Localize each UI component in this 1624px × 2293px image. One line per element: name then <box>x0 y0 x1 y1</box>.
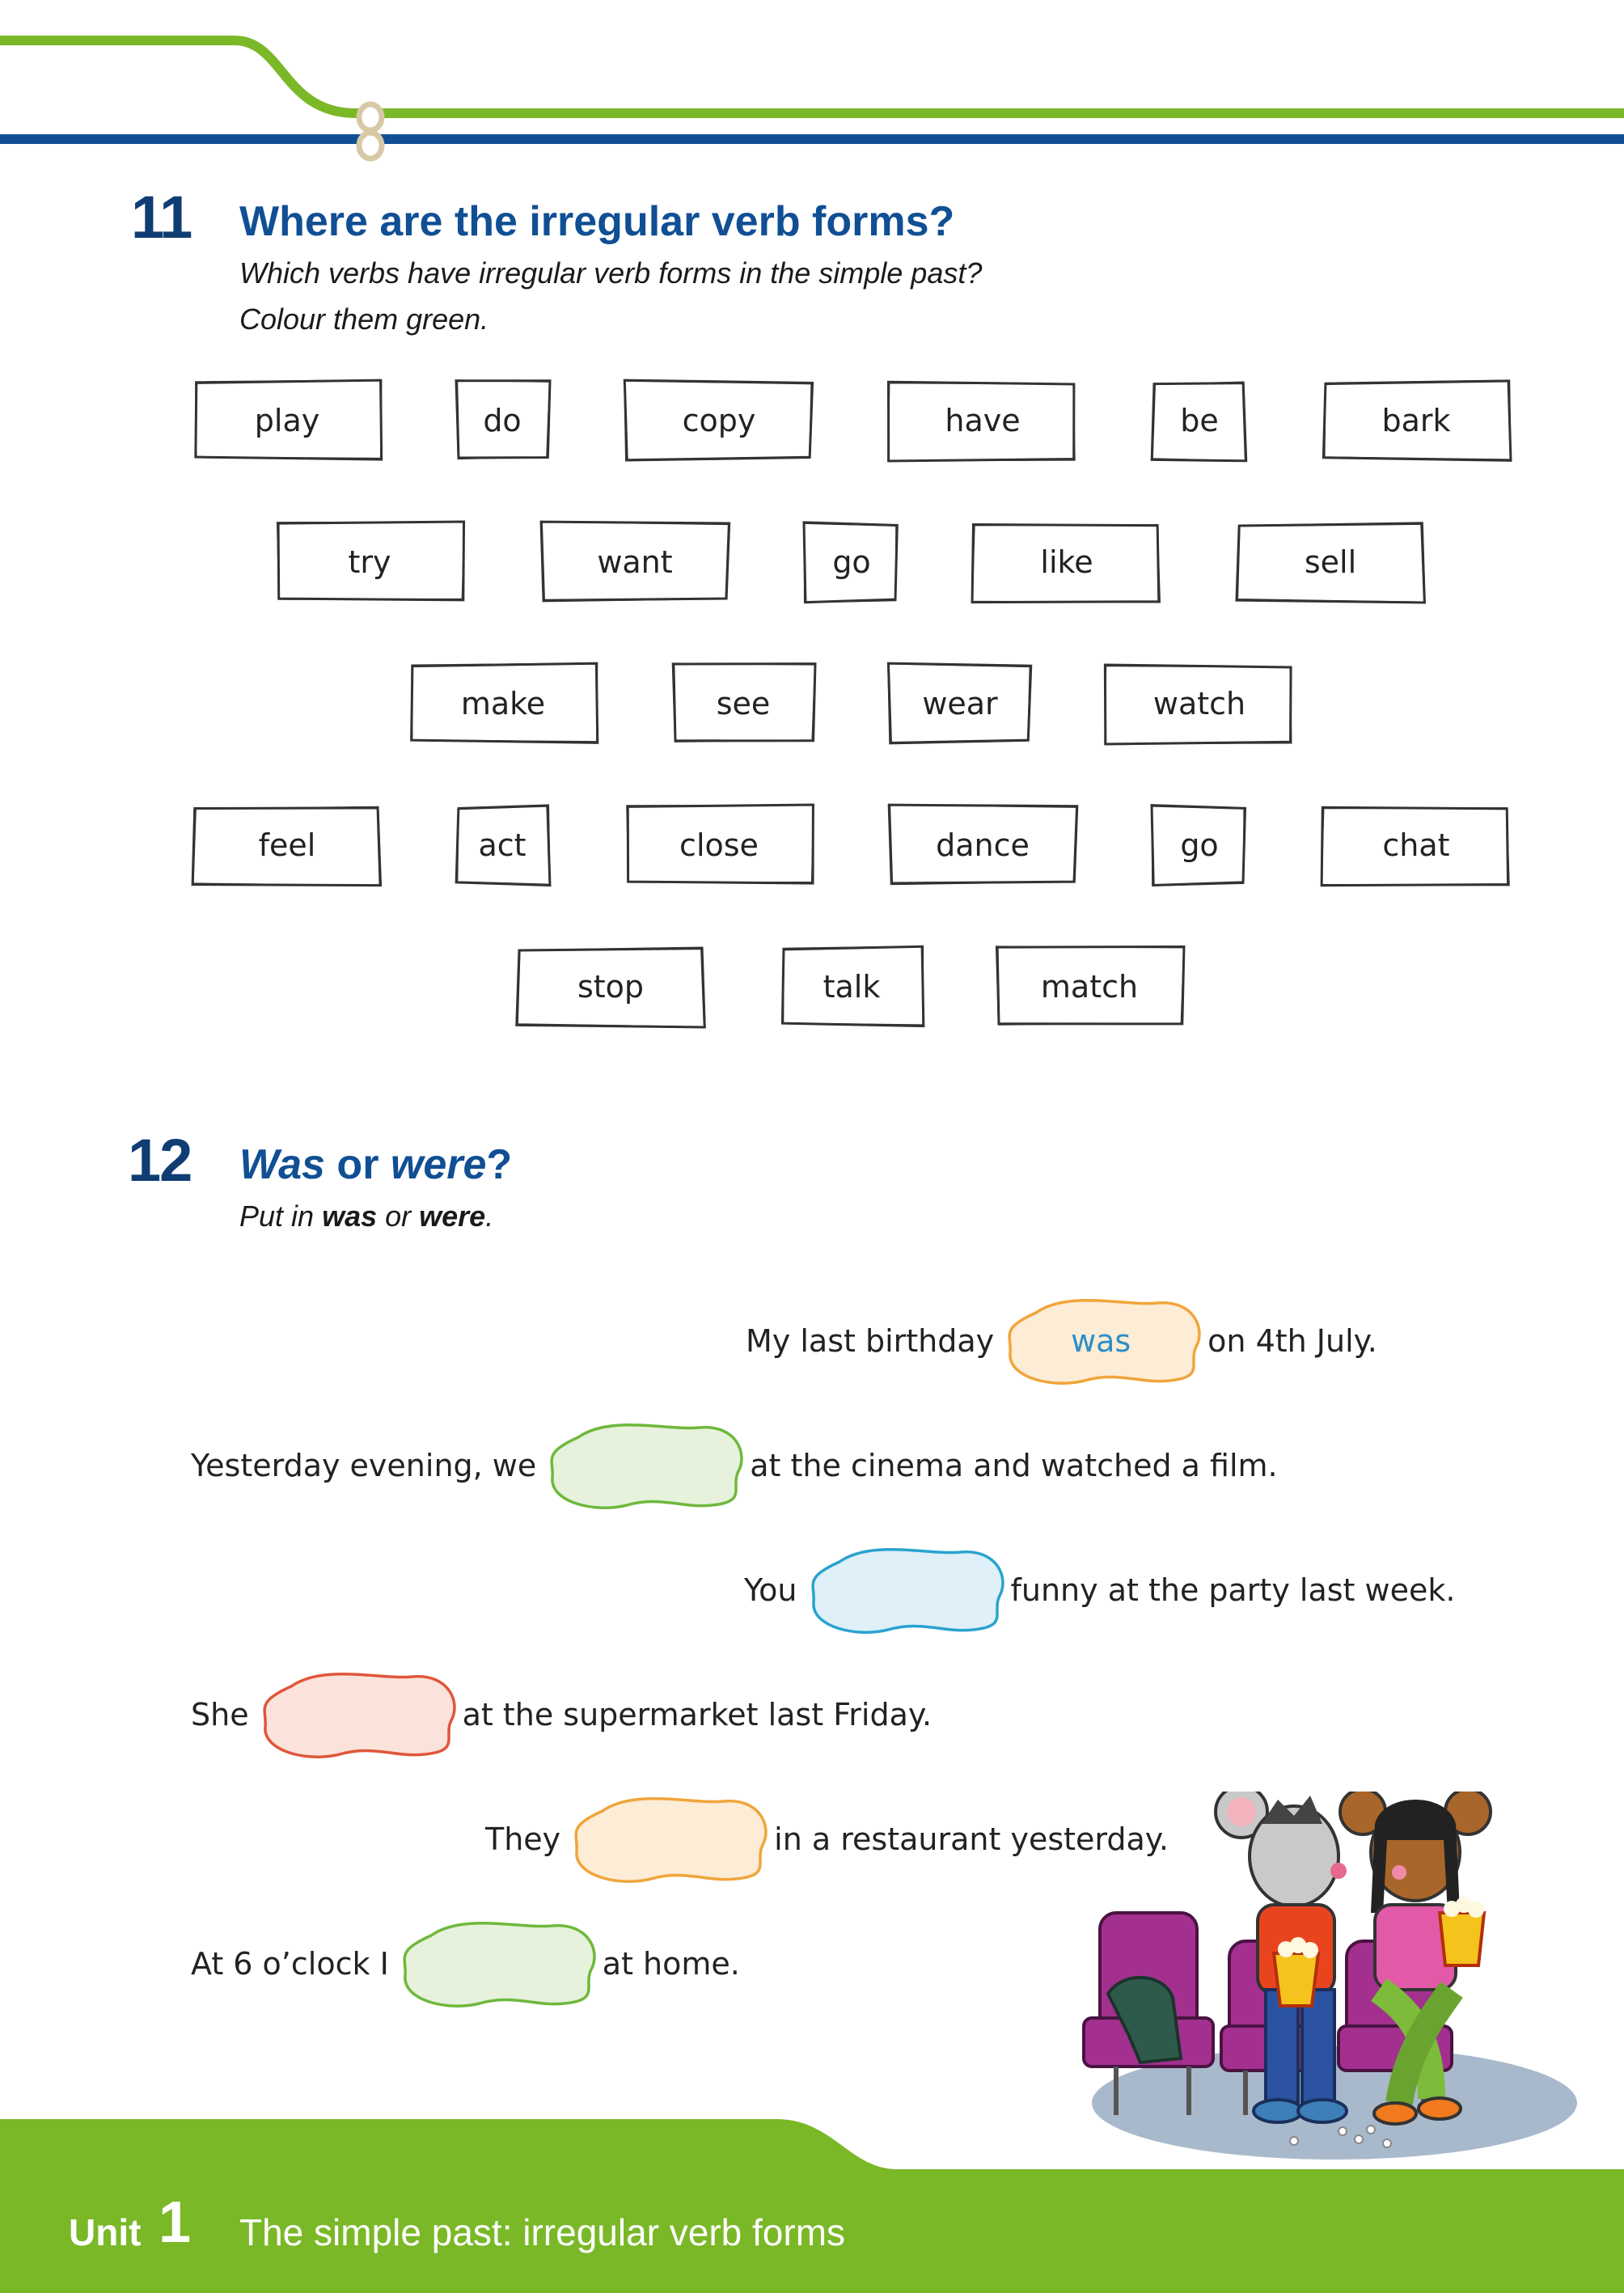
instruction-or: or <box>377 1199 420 1233</box>
verb-label: wear <box>922 686 998 721</box>
title-word-were: were <box>390 1141 487 1188</box>
exercise-12-number: 12 <box>128 1127 192 1194</box>
verb-box[interactable] <box>1236 522 1425 603</box>
verb-box[interactable] <box>972 522 1161 603</box>
footer-unit-title: The simple past: irregular verb forms <box>239 2211 846 2253</box>
exercise-11-instruction-2: Colour them green. <box>239 302 489 336</box>
verb-label: go <box>1180 827 1219 863</box>
verb-label: feel <box>258 827 316 863</box>
sentence-after: on 4th July. <box>1207 1323 1377 1359</box>
sentence-before: Yesterday evening, we <box>191 1448 537 1483</box>
verb-box[interactable] <box>804 522 899 603</box>
verb-label: like <box>1040 544 1093 580</box>
verb-label: make <box>460 686 546 721</box>
blank-shape <box>570 1795 764 1884</box>
exercise-12-title <box>239 1141 513 1188</box>
verb-box[interactable] <box>455 805 550 886</box>
verb-label: talk <box>823 969 881 1005</box>
verb-label: bark <box>1381 403 1451 438</box>
verb-label: act <box>478 827 527 863</box>
title-or: or <box>324 1141 391 1188</box>
answer-blank[interactable] <box>1004 1297 1198 1386</box>
blank-shape <box>399 1919 593 2008</box>
title-word-was: Was <box>239 1141 325 1188</box>
instruction-was: was <box>322 1199 378 1233</box>
verb-label: go <box>832 544 871 580</box>
verb-box[interactable] <box>888 805 1077 886</box>
verb-label: sell <box>1304 544 1357 580</box>
blank-shape <box>807 1546 1001 1635</box>
footer-band <box>0 2119 1624 2293</box>
verb-label: be <box>1180 403 1219 438</box>
verb-label: chat <box>1382 827 1450 863</box>
sentence-after: at home. <box>602 1946 740 1982</box>
sentence-before: My last birthday <box>746 1323 995 1359</box>
verb-label: play <box>254 403 320 438</box>
verb-box[interactable] <box>624 805 814 886</box>
verb-box[interactable] <box>671 663 815 744</box>
verb-box[interactable] <box>624 380 814 461</box>
instruction-were: were <box>419 1199 486 1233</box>
sentence-before: They <box>485 1821 561 1857</box>
cinema-mice-illustration <box>1051 1792 1585 2172</box>
verb-box[interactable] <box>192 380 382 461</box>
verb-label: watch <box>1152 686 1246 721</box>
exercise-12-instruction <box>239 1199 493 1233</box>
exercise-11-instruction-1: Which verbs have irregular verb forms in the simple past? <box>239 256 983 290</box>
sentence-after: funny at the party last week. <box>1010 1572 1456 1608</box>
verb-box[interactable] <box>516 946 705 1027</box>
verb-label: close <box>679 827 759 863</box>
verb-box[interactable] <box>192 805 382 886</box>
blank-shape <box>259 1670 453 1759</box>
answer-blank[interactable] <box>807 1546 1001 1635</box>
verb-box[interactable] <box>540 522 730 603</box>
verb-box[interactable] <box>455 380 550 461</box>
exercise-11-number: 11 <box>131 184 192 251</box>
verb-label: dance <box>936 827 1030 863</box>
footer-unit-label: Unit <box>69 2211 142 2253</box>
verb-box[interactable] <box>275 522 464 603</box>
answer-blank[interactable] <box>259 1670 453 1759</box>
verb-box[interactable] <box>1152 380 1247 461</box>
verb-label: do <box>483 403 522 438</box>
footer-unit-number: 1 <box>159 2190 192 2255</box>
verb-label: stop <box>577 969 645 1005</box>
verb-box[interactable] <box>888 663 1032 744</box>
verb-label: try <box>348 544 391 580</box>
verb-box[interactable] <box>1105 663 1294 744</box>
exercise-11-title: Where are the irregular verb forms? <box>239 198 955 245</box>
sentence-after: at the supermarket last Friday. <box>462 1697 933 1732</box>
verb-label: want <box>597 544 673 580</box>
header-lines <box>0 0 1624 170</box>
sentence-after: at the cinema and watched a film. <box>750 1448 1278 1483</box>
verb-box[interactable] <box>408 663 598 744</box>
verb-box[interactable] <box>1322 380 1511 461</box>
verb-box[interactable] <box>888 380 1077 461</box>
answer-text: was <box>1071 1323 1131 1359</box>
sentence-before: She <box>191 1697 249 1732</box>
sentence-after: in a restaurant yesterday. <box>774 1821 1169 1857</box>
verb-label: see <box>716 686 771 721</box>
answer-blank[interactable] <box>546 1421 740 1510</box>
answer-blank[interactable] <box>399 1919 593 2008</box>
chain-link-icon <box>359 104 382 159</box>
verb-box[interactable] <box>1152 805 1247 886</box>
verb-label: copy <box>682 403 756 438</box>
verb-label: have <box>945 403 1021 438</box>
verb-label: match <box>1040 969 1139 1005</box>
instruction-end: . <box>485 1199 494 1233</box>
verb-box[interactable] <box>780 946 924 1027</box>
blank-shape <box>546 1421 740 1510</box>
verb-box[interactable] <box>995 946 1184 1027</box>
verb-box[interactable] <box>1322 805 1511 886</box>
title-question-mark: ? <box>486 1141 513 1188</box>
sentence-before: At 6 o’clock I <box>191 1946 389 1982</box>
answer-blank[interactable] <box>570 1795 764 1884</box>
sentence-before: You <box>744 1572 797 1608</box>
instruction-pre: Put in <box>239 1199 323 1233</box>
